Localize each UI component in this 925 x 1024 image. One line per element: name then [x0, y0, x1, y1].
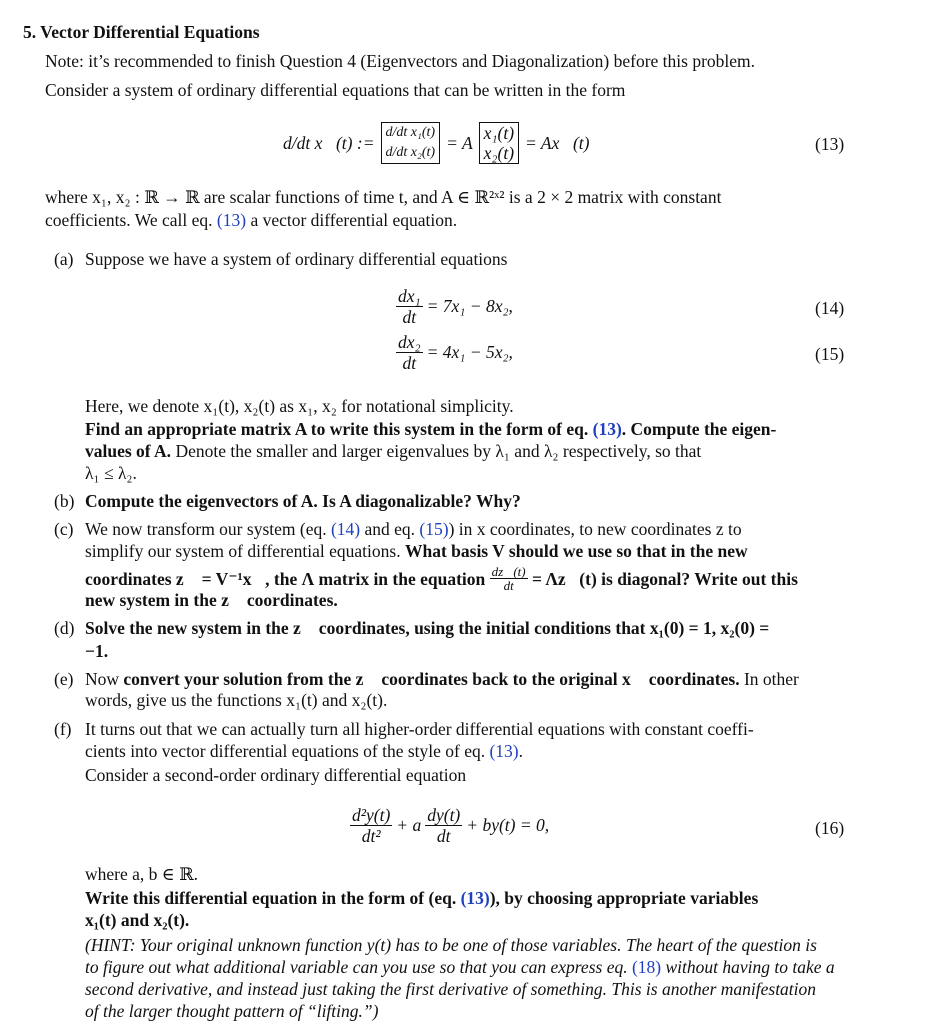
part-a-task-line-2 [85, 440, 701, 462]
eq16-number: (16) [815, 818, 845, 838]
eq16-plus-a: + a [396, 815, 422, 835]
eq14-denominator: dt [402, 307, 417, 327]
part-a-eigen-text: values of A. [85, 441, 172, 461]
part-a-denote-eigen: Denote the smaller and larger eigenvalues by λ₁ and λ₂ respectively, so that [171, 441, 702, 461]
eq13-rhs: = Ax⃗(t) [525, 132, 590, 153]
part-c-text-b: and eq. [360, 519, 420, 539]
equation-14 [396, 286, 513, 327]
note-text: Note: it’s recommended to finish Question 4 (Eigenvectors and Diagonalization) before this problem. [45, 51, 756, 71]
eq13-row2: d/dt x₂(t) [385, 145, 436, 160]
eq14-rhs: = 7x₁ − 8x₂, [426, 296, 513, 316]
eq18-ref-link[interactable]: (18) [631, 957, 662, 977]
part-c-label: (c) [54, 519, 74, 539]
eq14-number: (14) [815, 298, 845, 318]
eq13-ref-link[interactable]: (13) [489, 741, 519, 761]
part-c-line-3 [85, 565, 798, 592]
eq14-ref-link[interactable]: (14) [330, 519, 361, 539]
eq14-numerator: dx₁ [398, 286, 421, 306]
part-c-text-c: ) in x coordinates, to new coordinates z to [448, 519, 742, 539]
part-f-line-1: It turns out that we can actually turn all higher-order differential equations with constant coeffi- [85, 719, 754, 739]
part-f-where: where a, b ∈ ℝ. [85, 864, 199, 884]
hint-line-4: of the larger thought pattern of “lifting.”) [85, 1001, 379, 1021]
part-c-bold-question: What basis V should we use so that in the new [404, 541, 748, 561]
part-d-line-1: Solve the new system in the z⃗ coordinates, using the initial conditions that x₁(0) = 1, x₂(0) = [85, 618, 770, 638]
part-f-label: (f) [54, 719, 72, 739]
eq16-rest: + by(t) = 0, [466, 815, 550, 835]
part-f-text-a: cients into vector differential equations of the style of eq. [85, 741, 490, 761]
part-c-line-1 [85, 518, 742, 540]
eq15-rhs: = 4x₁ − 5x₂, [426, 342, 513, 362]
part-e-label: (e) [54, 669, 74, 689]
part-a-text: Suppose we have a system of ordinary differential equations [85, 249, 508, 269]
eq13-ref-link[interactable]: (13) [592, 419, 622, 439]
part-f-text-b: . [518, 741, 524, 761]
eq13-ref-link[interactable]: (13) [460, 888, 490, 908]
part-a-task-text: Find an appropriate matrix A to write this system in the form of eq. [85, 419, 593, 439]
eq13-state-vector [479, 122, 519, 164]
part-c-line-2 [85, 540, 748, 562]
where-text-b: a vector differential equation. [246, 210, 458, 230]
eq16-term2-num: dy(t) [427, 805, 461, 825]
eq13-number: (13) [815, 134, 845, 154]
part-d-line-2: −1. [85, 641, 109, 661]
eq13-row1: d/dt x₁(t) [385, 125, 436, 140]
eq15-ref-link[interactable]: (15) [419, 519, 449, 539]
where-text-a: coefficients. We call eq. [45, 210, 217, 230]
part-d-label: (d) [54, 618, 75, 638]
eq13-mid: = A [446, 132, 473, 153]
eq13-vec1: x₁(t) [483, 123, 515, 143]
eq15-numerator: dx₂ [398, 332, 421, 352]
where-line-1: where x₁, x₂ : ℝ → ℝ are scalar functions of time t, and A ∈ ℝ²ˣ² is a 2 × 2 matrix with constant [45, 187, 722, 207]
hint-text-a: to figure out what additional variable can you use so that you can express eq. [85, 957, 632, 977]
part-e-line-2: words, give us the functions x₁(t) and x₂(t). [85, 690, 388, 710]
part-f-line-3: Consider a second-order ordinary differential equation [85, 765, 467, 785]
eq16-term1-num: d²y(t) [352, 805, 391, 825]
part-c-text-d: simplify our system of differential equations. [85, 541, 405, 561]
eq16-term1-den: dt² [361, 826, 381, 846]
hint-text-b: without having to take a [661, 957, 835, 977]
part-f-task-line-2: x₁(t) and x₂(t). [85, 910, 190, 930]
equation-15 [396, 332, 513, 373]
eq13-vec2: x₂(t) [483, 143, 515, 163]
part-f-line-2 [85, 740, 523, 762]
equation-16 [350, 805, 549, 846]
part-f-task-text: Write this differential equation in the form of (eq. [85, 888, 461, 908]
equation-13 [283, 118, 590, 168]
eq15-number: (15) [815, 344, 845, 364]
problem-heading: 5. Vector Differential Equations [23, 22, 260, 42]
part-c-frac-num: dz⃗(t) [491, 564, 526, 579]
part-b-label: (b) [54, 491, 75, 511]
part-a-task-line-1 [85, 418, 776, 440]
part-c-coordinates-text: coordinates z⃗ = V⁻¹x⃗, the Λ matrix in the equation [85, 568, 490, 589]
eq13-derivative-vector [381, 122, 441, 164]
part-f-task-text-end: ), by choosing appropriate variables [489, 888, 759, 908]
part-c-frac-den: dt [503, 578, 514, 593]
eq15-denominator: dt [402, 353, 417, 373]
part-c-text-a: We now transform our system (eq. [85, 519, 331, 539]
hint-line-1: (HINT: Your original unknown function y(t) has to be one of those variables. The heart of the question is [85, 935, 817, 955]
eq13-lhs: d/dt x⃗(t) := [283, 132, 375, 153]
part-a-denote: Here, we denote x₁(t), x₂(t) as x₁, x₂ for notational simplicity. [85, 396, 514, 416]
part-f-task-line-1 [85, 887, 758, 909]
intro-text: Consider a system of ordinary differential equations that can be written in the form [45, 80, 626, 100]
part-c-diagonal-text: = Λz⃗(t) is diagonal? Write out this [527, 568, 798, 589]
eq13-ref-link[interactable]: (13) [216, 210, 247, 230]
eq16-term2-den: dt [436, 826, 451, 846]
part-b-text: Compute the eigenvectors of A. Is A diagonalizable? Why? [85, 491, 521, 511]
part-a-task-text-end: . Compute the eigen- [621, 419, 777, 439]
part-e-text-a: Now [85, 669, 124, 689]
hint-line-3: second derivative, and instead just taking the first derivative of something. This is another manifestation [85, 979, 817, 999]
part-e-line-1 [85, 668, 799, 690]
part-c-line-4: new system in the z⃗ coordinates. [85, 590, 338, 610]
part-e-text-c: In other [739, 669, 799, 689]
hint-line-2 [85, 956, 835, 978]
where-line-2 [45, 209, 457, 231]
part-a-label: (a) [54, 249, 74, 269]
part-a-task-line-3: λ₁ ≤ λ₂. [85, 463, 137, 483]
part-e-bold: convert your solution from the z⃗ coordinates back to the original x⃗ coordinates. [123, 669, 740, 689]
